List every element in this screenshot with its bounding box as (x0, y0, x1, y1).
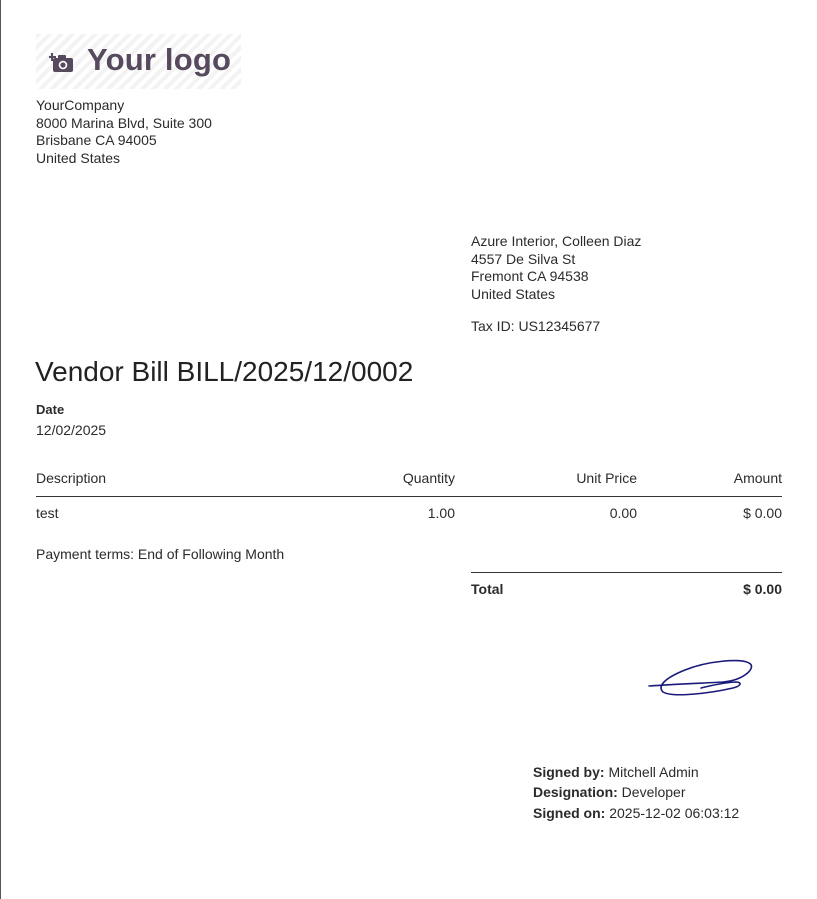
signed-on-label: Signed on: (533, 805, 606, 821)
signed-by-value: Mitchell Admin (608, 764, 699, 780)
logo-text: Your logo (87, 42, 232, 77)
total-value: $ 0.00 (743, 581, 782, 597)
partner-tax-id: Tax ID: US12345677 (471, 318, 601, 334)
total-label: Total (471, 581, 504, 597)
company-city: Brisbane CA 94005 (36, 132, 157, 148)
line-amount: $ 0.00 (743, 505, 782, 521)
date-label: Date (36, 402, 65, 417)
company-logo (36, 34, 241, 89)
partner-city: Fremont CA 94538 (471, 268, 589, 284)
company-street: 8000 Marina Blvd, Suite 300 (36, 114, 212, 131)
signed-by (533, 764, 699, 780)
column-header-quantity: Quantity (402, 470, 455, 486)
partner-name: Azure Interior, Colleen Diaz (471, 233, 642, 249)
partner-address (471, 233, 641, 303)
partner-country: United States (471, 285, 556, 302)
designation (533, 784, 686, 800)
signed-on-value: 2025-12-02 06:03:12 (609, 805, 740, 821)
line-unit-price: 0.00 (609, 505, 637, 521)
total-divider (471, 572, 782, 573)
column-header-unit-price: Unit Price (576, 470, 637, 486)
camera-add-icon (49, 48, 75, 79)
column-header-amount: Amount (733, 470, 782, 486)
company-name: YourCompany (36, 97, 125, 113)
designation-label: Designation: (533, 784, 618, 800)
date-value: 12/02/2025 (36, 422, 107, 438)
company-country: United States (36, 149, 121, 166)
signed-on (533, 805, 739, 821)
signed-by-label: Signed by: (533, 764, 605, 780)
line-description: test (36, 505, 59, 521)
table-header-divider (36, 496, 782, 497)
page-left-border (0, 0, 1, 899)
payment-terms: Payment terms: End of Following Month (36, 546, 285, 562)
line-quantity: 1.00 (427, 505, 455, 521)
column-header-description: Description (36, 470, 107, 486)
designation-value: Developer (621, 784, 686, 800)
page-title: Vendor Bill BILL/2025/12/0002 (35, 356, 414, 387)
signature-image (645, 655, 760, 710)
partner-street: 4557 De Silva St (471, 250, 576, 267)
company-address (36, 97, 212, 167)
